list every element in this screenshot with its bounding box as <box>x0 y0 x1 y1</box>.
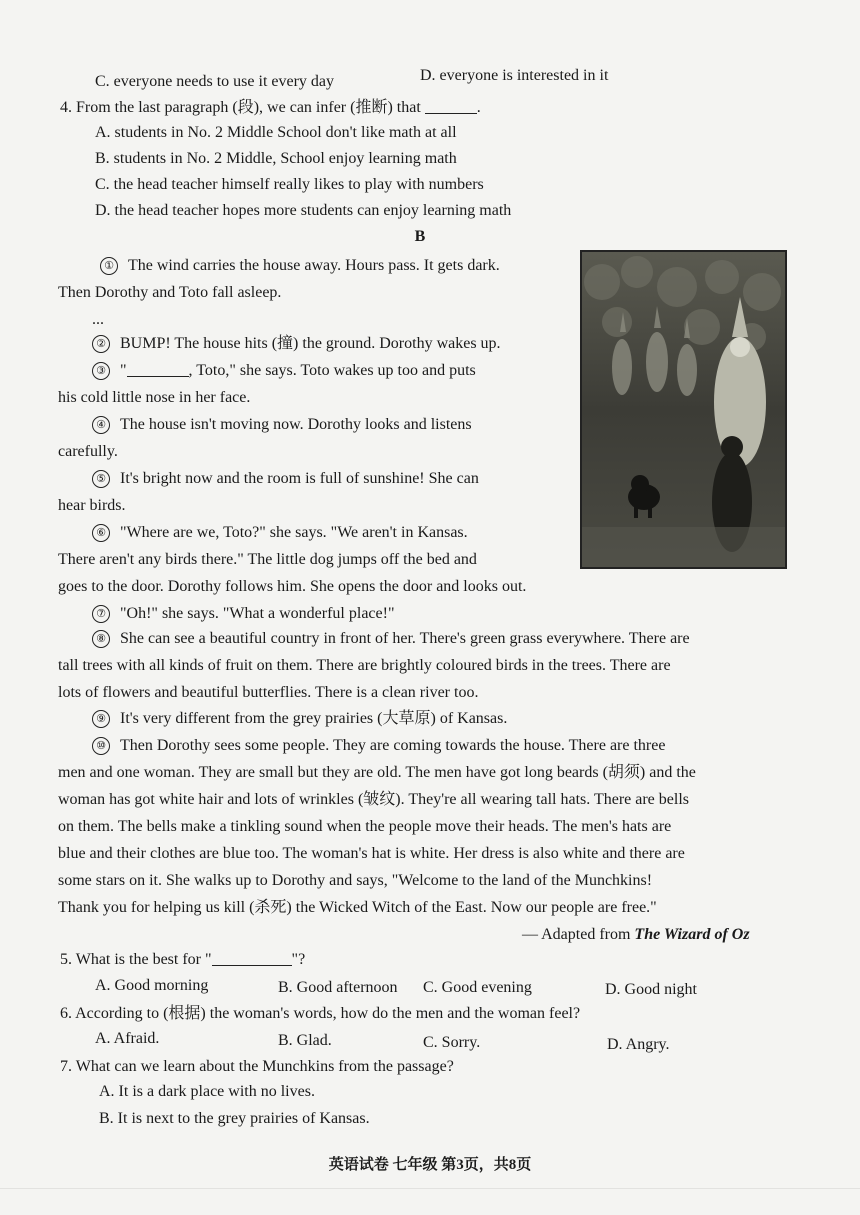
p10-line-1 <box>92 736 665 756</box>
p4-line-1 <box>92 415 472 435</box>
p1-line-2: Then Dorothy and Toto fall asleep. <box>58 284 282 301</box>
p2-line <box>92 334 501 354</box>
q4-option-c: C. the head teacher himself really likes to play with numbers <box>95 176 484 193</box>
illustration-image <box>582 252 785 567</box>
paragraph-marker-5: ⑤ <box>92 470 110 488</box>
q7-option-a: A. It is a dark place with no lives. <box>99 1083 315 1100</box>
p4-text-1: The house isn't moving now. Dorothy looks and listens <box>120 416 472 433</box>
source-attribution <box>522 925 750 945</box>
q5-stem-end: "? <box>291 951 306 968</box>
q4-option-d: D. the head teacher hopes more students can enjoy learning math <box>95 202 512 219</box>
p10-line-2: men and one woman. They are small but they are old. The men have got long beards (胡须) and the <box>58 764 696 781</box>
q7-stem: 7. What can we learn about the Munchkins from the passage? <box>60 1058 454 1075</box>
p2-text: BUMP! The house hits (撞) the ground. Dorothy wakes up. <box>120 335 501 352</box>
q6-option-a: A. Afraid. <box>95 1030 160 1047</box>
p3-open-quote: " <box>120 362 127 379</box>
q4-option-a: A. students in No. 2 Middle School don't like math at all <box>95 124 457 141</box>
q5-option-b: B. Good afternoon <box>278 979 398 996</box>
p10-line-6: some stars on it. She walks up to Dorothy and says, "Welcome to the land of the Munchkins! <box>58 872 653 889</box>
p1-text-1: The wind carries the house away. Hours pass. It gets dark. <box>128 257 500 274</box>
p1-line-1 <box>100 256 500 276</box>
q5-option-d: D. Good night <box>605 981 697 998</box>
paragraph-marker-6: ⑥ <box>92 524 110 542</box>
p8-text-1: She can see a beautiful country in front of her. There's green grass everywhere. There are <box>120 630 690 647</box>
q5-stem-text: 5. What is the best for " <box>60 951 212 968</box>
q4-stem <box>60 98 481 118</box>
q3-option-d: D. everyone is interested in it <box>420 67 609 84</box>
paragraph-marker-1: ① <box>100 257 118 275</box>
p8-line-2: tall trees with all kinds of fruit on them. There are brightly coloured birds in the trees. There are <box>58 657 671 674</box>
p9-line <box>92 709 507 729</box>
q5-option-c: C. Good evening <box>423 979 532 996</box>
p3-text-1: , Toto," she says. Toto wakes up too and puts <box>188 362 476 379</box>
p10-line-5: blue and their clothes are blue too. The woman's hat is white. Her dress is also white and there are <box>58 845 685 862</box>
p3-line-2: his cold little nose in her face. <box>58 389 251 406</box>
p6-line-3: goes to the door. Dorothy follows him. She opens the door and looks out. <box>58 578 527 595</box>
p9-text: It's very different from the grey prairies (大草原) of Kansas. <box>120 710 508 727</box>
q4-stem-text: 4. From the last paragraph (段), we can infer (推断) that <box>60 99 421 116</box>
q5-stem <box>60 950 305 970</box>
q6-stem: 6. According to (根据) the woman's words, how do the men and the woman feel? <box>60 1005 581 1022</box>
p10-line-4: on them. The bells make a tinkling sound when the people move their heads. The men's hats are <box>58 818 672 835</box>
p7-line <box>92 604 394 624</box>
p10-line-7: Thank you for helping us kill (杀死) the Wicked Witch of the East. Now our people are free." <box>58 899 657 916</box>
story-illustration <box>580 250 787 569</box>
source-title: The Wizard of Oz <box>634 926 750 943</box>
paragraph-marker-2: ② <box>92 335 110 353</box>
p5-line-2: hear birds. <box>58 497 126 514</box>
q5-blank-in-story <box>127 362 189 377</box>
page-footer: 英语试卷 七年级 第3页，共8页 <box>328 1157 532 1173</box>
paragraph-marker-8: ⑧ <box>92 630 110 648</box>
q6-option-b: B. Glad. <box>278 1032 332 1049</box>
p5-text-1: It's bright now and the room is full of sunshine! She can <box>120 470 479 487</box>
q5-stem-blank <box>212 951 292 966</box>
paragraph-marker-7: ⑦ <box>92 605 110 623</box>
p8-line-3: lots of flowers and beautiful butterflies. There is a clean river too. <box>58 684 479 701</box>
p5-line-1 <box>92 469 479 489</box>
p6-line-1 <box>92 523 468 543</box>
q4-answer-blank <box>425 99 477 114</box>
p3-line-1 <box>92 361 476 381</box>
ellipsis: ... <box>92 311 104 328</box>
q3-option-c: C. everyone needs to use it every day <box>95 73 335 90</box>
p10-text-1: Then Dorothy sees some people. They are coming towards the house. There are three <box>120 737 666 754</box>
p4-line-2: carefully. <box>58 443 118 460</box>
q7-option-b: B. It is next to the grey prairies of Kansas. <box>99 1110 370 1127</box>
source-prefix: — Adapted from <box>522 926 635 943</box>
q4-stem-end: . <box>476 99 481 116</box>
q6-option-d: D. Angry. <box>607 1036 670 1053</box>
paragraph-marker-4: ④ <box>92 416 110 434</box>
p8-line-1 <box>92 629 690 649</box>
p10-line-3: woman has got white hair and lots of wrinkles (皱纹). They're all wearing tall hats. There are bells <box>58 791 690 808</box>
p7-text: "Oh!" she says. "What a wonderful place!" <box>120 605 395 622</box>
p6-line-2: There aren't any birds there." The little dog jumps off the bed and <box>58 551 477 568</box>
paragraph-marker-3: ③ <box>92 362 110 380</box>
bottom-divider <box>0 1188 860 1189</box>
p6-text-1: "Where are we, Toto?" she says. "We aren't in Kansas. <box>120 524 468 541</box>
q4-option-b: B. students in No. 2 Middle, School enjoy learning math <box>95 150 457 167</box>
paragraph-marker-9: ⑨ <box>92 710 110 728</box>
section-b-heading: B <box>414 228 426 245</box>
q5-option-a: A. Good morning <box>95 977 209 994</box>
q6-option-c: C. Sorry. <box>423 1034 481 1051</box>
paragraph-marker-10: ⑩ <box>92 737 110 755</box>
